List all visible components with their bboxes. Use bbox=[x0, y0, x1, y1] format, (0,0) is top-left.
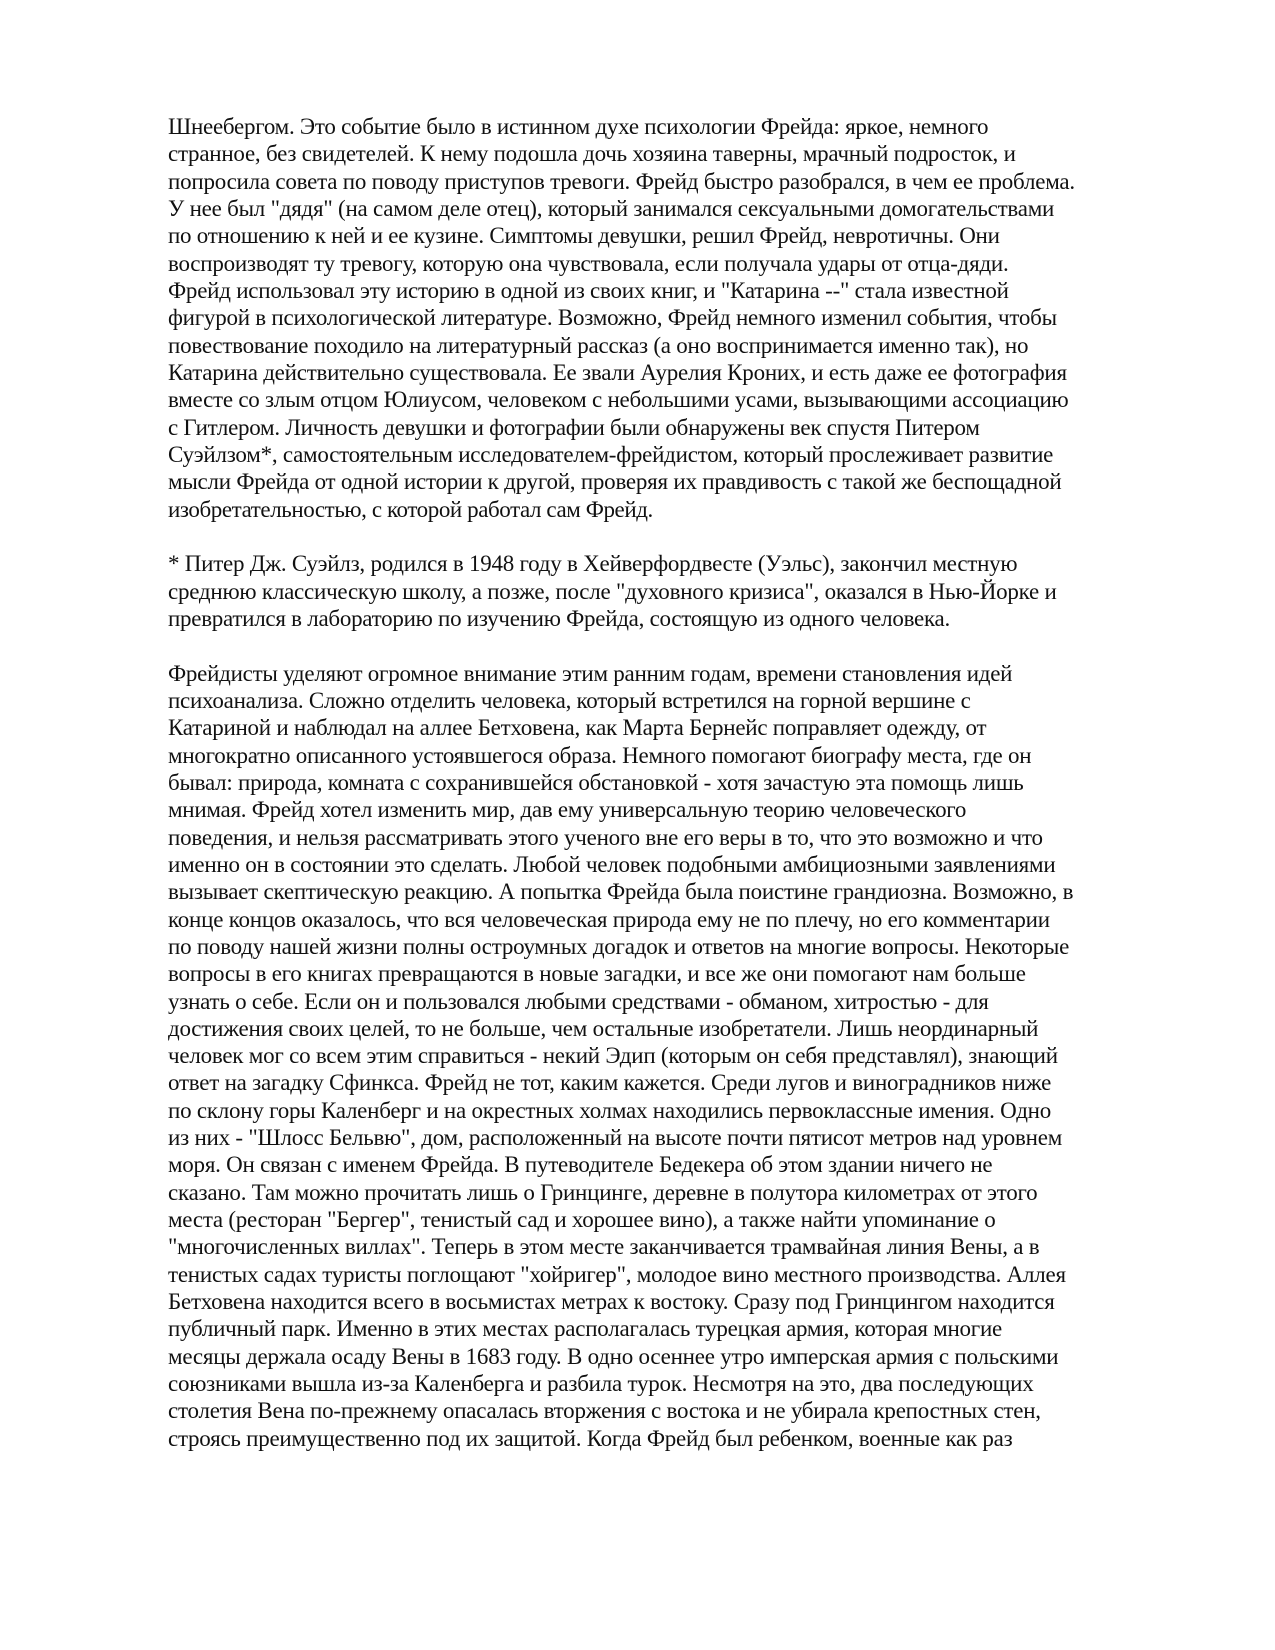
text-line: Катариной и наблюдал на аллее Бетховена, как Марта Бернейс поправляет одежду, от bbox=[168, 715, 987, 741]
text-line: по склону горы Каленберг и на окрестных холмах находились первоклассные имения. Одно bbox=[168, 1097, 1052, 1123]
text-line: узнать о себе. Если он и пользовался любыми средствами - обманом, хитростью - для bbox=[168, 988, 989, 1014]
paragraph-main-1 bbox=[168, 113, 1148, 523]
text-line: поведения, и нельзя рассматривать этого ученого вне его веры в то, что это возможно и что bbox=[168, 824, 1043, 850]
text-line: конце концов оказалось, что вся человеческая природа ему не по плечу, но его комментарии bbox=[168, 906, 1050, 932]
text-line: из них - "Шлосс Бельвю", дом, расположенный на высоте почти пятисот метров над уровнем bbox=[168, 1125, 1063, 1151]
text-line: * Питер Дж. Суэйлз, родился в 1948 году в Хейверфордвесте (Уэльс), закончил местную bbox=[168, 551, 1018, 577]
text-line: Катарина действительно существовала. Ее звали Аурелия Кроних, и есть даже ее фотография bbox=[168, 359, 1067, 385]
text-line: союзниками вышла из-за Каленберга и разбила турок. Несмотря на это, два последующих bbox=[168, 1371, 1034, 1397]
text-line: моря. Он связан с именем Фрейда. В путеводителе Бедекера об этом здании ничего не bbox=[168, 1152, 993, 1178]
text-line: достижения своих целей, то не больше, чем остальные изобретатели. Лишь неординарный bbox=[168, 1015, 1039, 1041]
text-line: Фрейд использовал эту историю в одной из своих книг, и "Катарина --" стала известной bbox=[168, 277, 1009, 303]
text-line: человек мог со всем этим справиться - некий Эдип (которым он себя представлял), знающий bbox=[168, 1043, 1058, 1069]
text-line: Суэйлзом*, самостоятельным исследователем-фрейдистом, который прослеживает развитие bbox=[168, 441, 1054, 467]
text-line: сказано. Там можно прочитать лишь о Гринцинге, деревне в полутора километрах от этого bbox=[168, 1179, 1038, 1205]
text-line: фигурой в психологической литературе. Возможно, Фрейд немного изменил события, чтобы bbox=[168, 305, 1057, 331]
text-line: с Гитлером. Личность девушки и фотографии были обнаружены век спустя Питером bbox=[168, 414, 980, 440]
paragraph-main-2 bbox=[168, 660, 1148, 1453]
text-line: Шнеебергом. Это событие было в истинном духе психологии Фрейда: яркое, немного bbox=[168, 114, 989, 139]
text-line: бывал: природа, комната с сохранившейся обстановкой - хотя зачастую эта помощь лишь bbox=[168, 769, 1024, 795]
text-line: по поводу нашей жизни полны остроумных догадок и ответов на многие вопросы. Некоторые bbox=[168, 933, 1070, 959]
text-line: воспроизводят ту тревогу, которую она чувствовала, если получала удары от отца-дяди. bbox=[168, 250, 1009, 276]
text-line: столетия Вена по-прежнему опасалась вторжения с востока и не убирала крепостных стен, bbox=[168, 1398, 1041, 1424]
text-line: тенистых садах туристы поглощают "хойригер", молодое вино местного производства. Аллея bbox=[168, 1261, 1066, 1287]
text-line: превратился в лабораторию по изучению Фрейда, состоящую из одного человека. bbox=[168, 605, 950, 631]
text-line: мысли Фрейда от одной истории к другой, проверяя их правдивость с такой же беспощадной bbox=[168, 469, 1062, 495]
text-line: странное, без свидетелей. К нему подошла дочь хозяина таверны, мрачный подросток, и bbox=[168, 141, 1016, 167]
text-line: вместе со злым отцом Юлиусом, человеком с небольшими усами, вызывающими ассоциацию bbox=[168, 387, 1069, 413]
document-page bbox=[168, 113, 1148, 1452]
text-line: вопросы в его книгах превращаются в новые загадки, и все же они помогают нам больше bbox=[168, 961, 1026, 987]
text-line: ответ на загадку Сфинкса. Фрейд не тот, каким кажется. Среди лугов и виноградников ниже bbox=[168, 1070, 1052, 1096]
text-line: Фрейдисты уделяют огромное внимание этим ранним годам, времени становления идей bbox=[168, 660, 1013, 686]
text-line: многократно описанного устоявшегося образа. Немного помогают биографу места, где он bbox=[168, 742, 1032, 768]
text-line: попросила совета по поводу приступов тревоги. Фрейд быстро разобрался, в чем ее проблема. bbox=[168, 168, 1075, 194]
text-line: "многочисленных виллах". Теперь в этом месте заканчивается трамвайная линия Вены, а в bbox=[168, 1234, 1040, 1260]
text-line: именно он в состоянии это сделать. Любой человек подобными амбициозными заявлениями bbox=[168, 851, 1056, 877]
text-line: среднюю классическую школу, а позже, после "духовного кризиса", оказался в Нью-Йорке и bbox=[168, 578, 1057, 604]
text-line: Бетховена находится всего в восьмистах метрах к востоку. Сразу под Гринцингом находится bbox=[168, 1289, 1055, 1315]
text-line: месяцы держала осаду Вены в 1683 году. В одно осеннее утро имперская армия с польскими bbox=[168, 1343, 1059, 1369]
text-line: вызывает скептическую реакцию. А попытка Фрейда была поистине грандиозна. Возможно, в bbox=[168, 879, 1074, 905]
text-line: по отношению к ней и ее кузине. Симптомы девушки, решил Фрейд, невротичны. Они bbox=[168, 223, 1000, 249]
text-line: повествование походило на литературный рассказ (а оно воспринимается именно так), но bbox=[168, 332, 1029, 358]
paragraph-footnote bbox=[168, 550, 1148, 632]
text-line: строясь преимущественно под их защитой. Когда Фрейд был ребенком, военные как раз bbox=[168, 1425, 1013, 1451]
text-line: У нее был "дядя" (на самом деле отец), который занимался сексуальными домогательствами bbox=[168, 195, 1055, 221]
text-line: публичный парк. Именно в этих местах располагалась турецкая армия, которая многие bbox=[168, 1316, 1002, 1342]
text-line: места (ресторан "Бергер", тенистый сад и хорошее вино), а также найти упоминание о bbox=[168, 1207, 996, 1233]
text-line: изобретательностью, с которой работал сам Фрейд. bbox=[168, 496, 653, 522]
text-line: психоанализа. Сложно отделить человека, который встретился на горной вершине с bbox=[168, 687, 971, 713]
text-line: мнимая. Фрейд хотел изменить мир, дав ему универсальную теорию человеческого bbox=[168, 797, 967, 823]
